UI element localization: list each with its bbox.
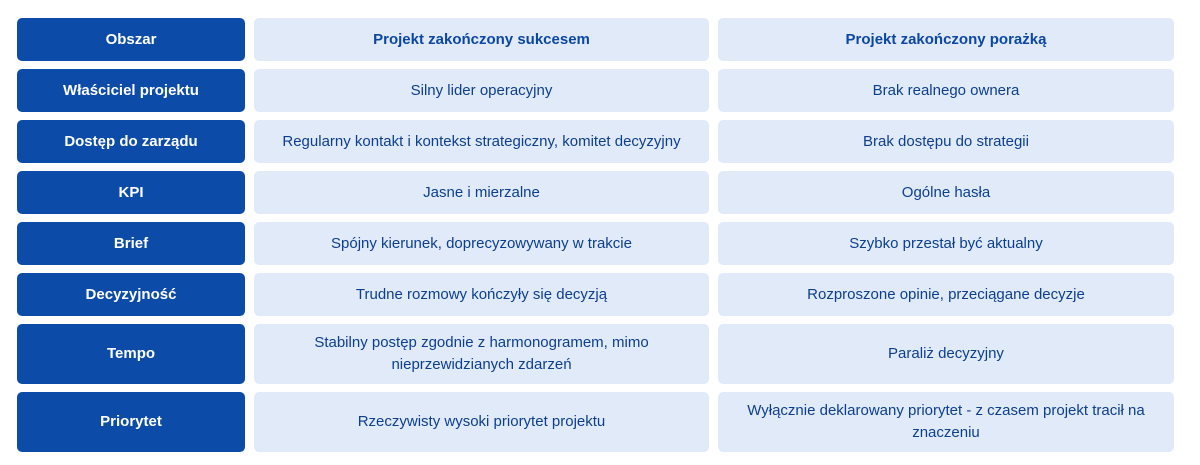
row-label-owner: Właściciel projektu bbox=[17, 69, 245, 112]
row-failure-kpi: Ogólne hasła bbox=[718, 171, 1174, 214]
row-failure-brief: Szybko przestał być aktualny bbox=[718, 222, 1174, 265]
row-failure-owner: Brak realnego ownera bbox=[718, 69, 1174, 112]
row-failure-priority: Wyłącznie deklarowany priorytet - z czasem projekt tracił na znaczeniu bbox=[718, 392, 1174, 452]
row-success-decisiveness: Trudne rozmowy kończyły się decyzją bbox=[254, 273, 709, 316]
row-label-priority: Priorytet bbox=[17, 392, 245, 452]
row-label-board-access: Dostęp do zarządu bbox=[17, 120, 245, 163]
row-label-brief: Brief bbox=[17, 222, 245, 265]
row-success-owner: Silny lider operacyjny bbox=[254, 69, 709, 112]
row-label-tempo: Tempo bbox=[17, 324, 245, 384]
row-success-priority: Rzeczywisty wysoki priorytet projektu bbox=[254, 392, 709, 452]
row-label-kpi: KPI bbox=[17, 171, 245, 214]
row-label-decisiveness: Decyzyjność bbox=[17, 273, 245, 316]
row-success-kpi: Jasne i mierzalne bbox=[254, 171, 709, 214]
header-failure: Projekt zakończony porażką bbox=[718, 18, 1174, 61]
row-failure-tempo: Paraliż decyzyjny bbox=[718, 324, 1174, 384]
row-failure-decisiveness: Rozproszone opinie, przeciągane decyzje bbox=[718, 273, 1174, 316]
comparison-table bbox=[17, 18, 1174, 452]
row-success-tempo: Stabilny postęp zgodnie z harmonogramem, mimo nieprzewidzianych zdarzeń bbox=[254, 324, 709, 384]
row-success-brief: Spójny kierunek, doprecyzowywany w trakcie bbox=[254, 222, 709, 265]
header-success: Projekt zakończony sukcesem bbox=[254, 18, 709, 61]
row-failure-board-access: Brak dostępu do strategii bbox=[718, 120, 1174, 163]
row-success-board-access: Regularny kontakt i kontekst strategiczny, komitet decyzyjny bbox=[254, 120, 709, 163]
header-area: Obszar bbox=[17, 18, 245, 61]
